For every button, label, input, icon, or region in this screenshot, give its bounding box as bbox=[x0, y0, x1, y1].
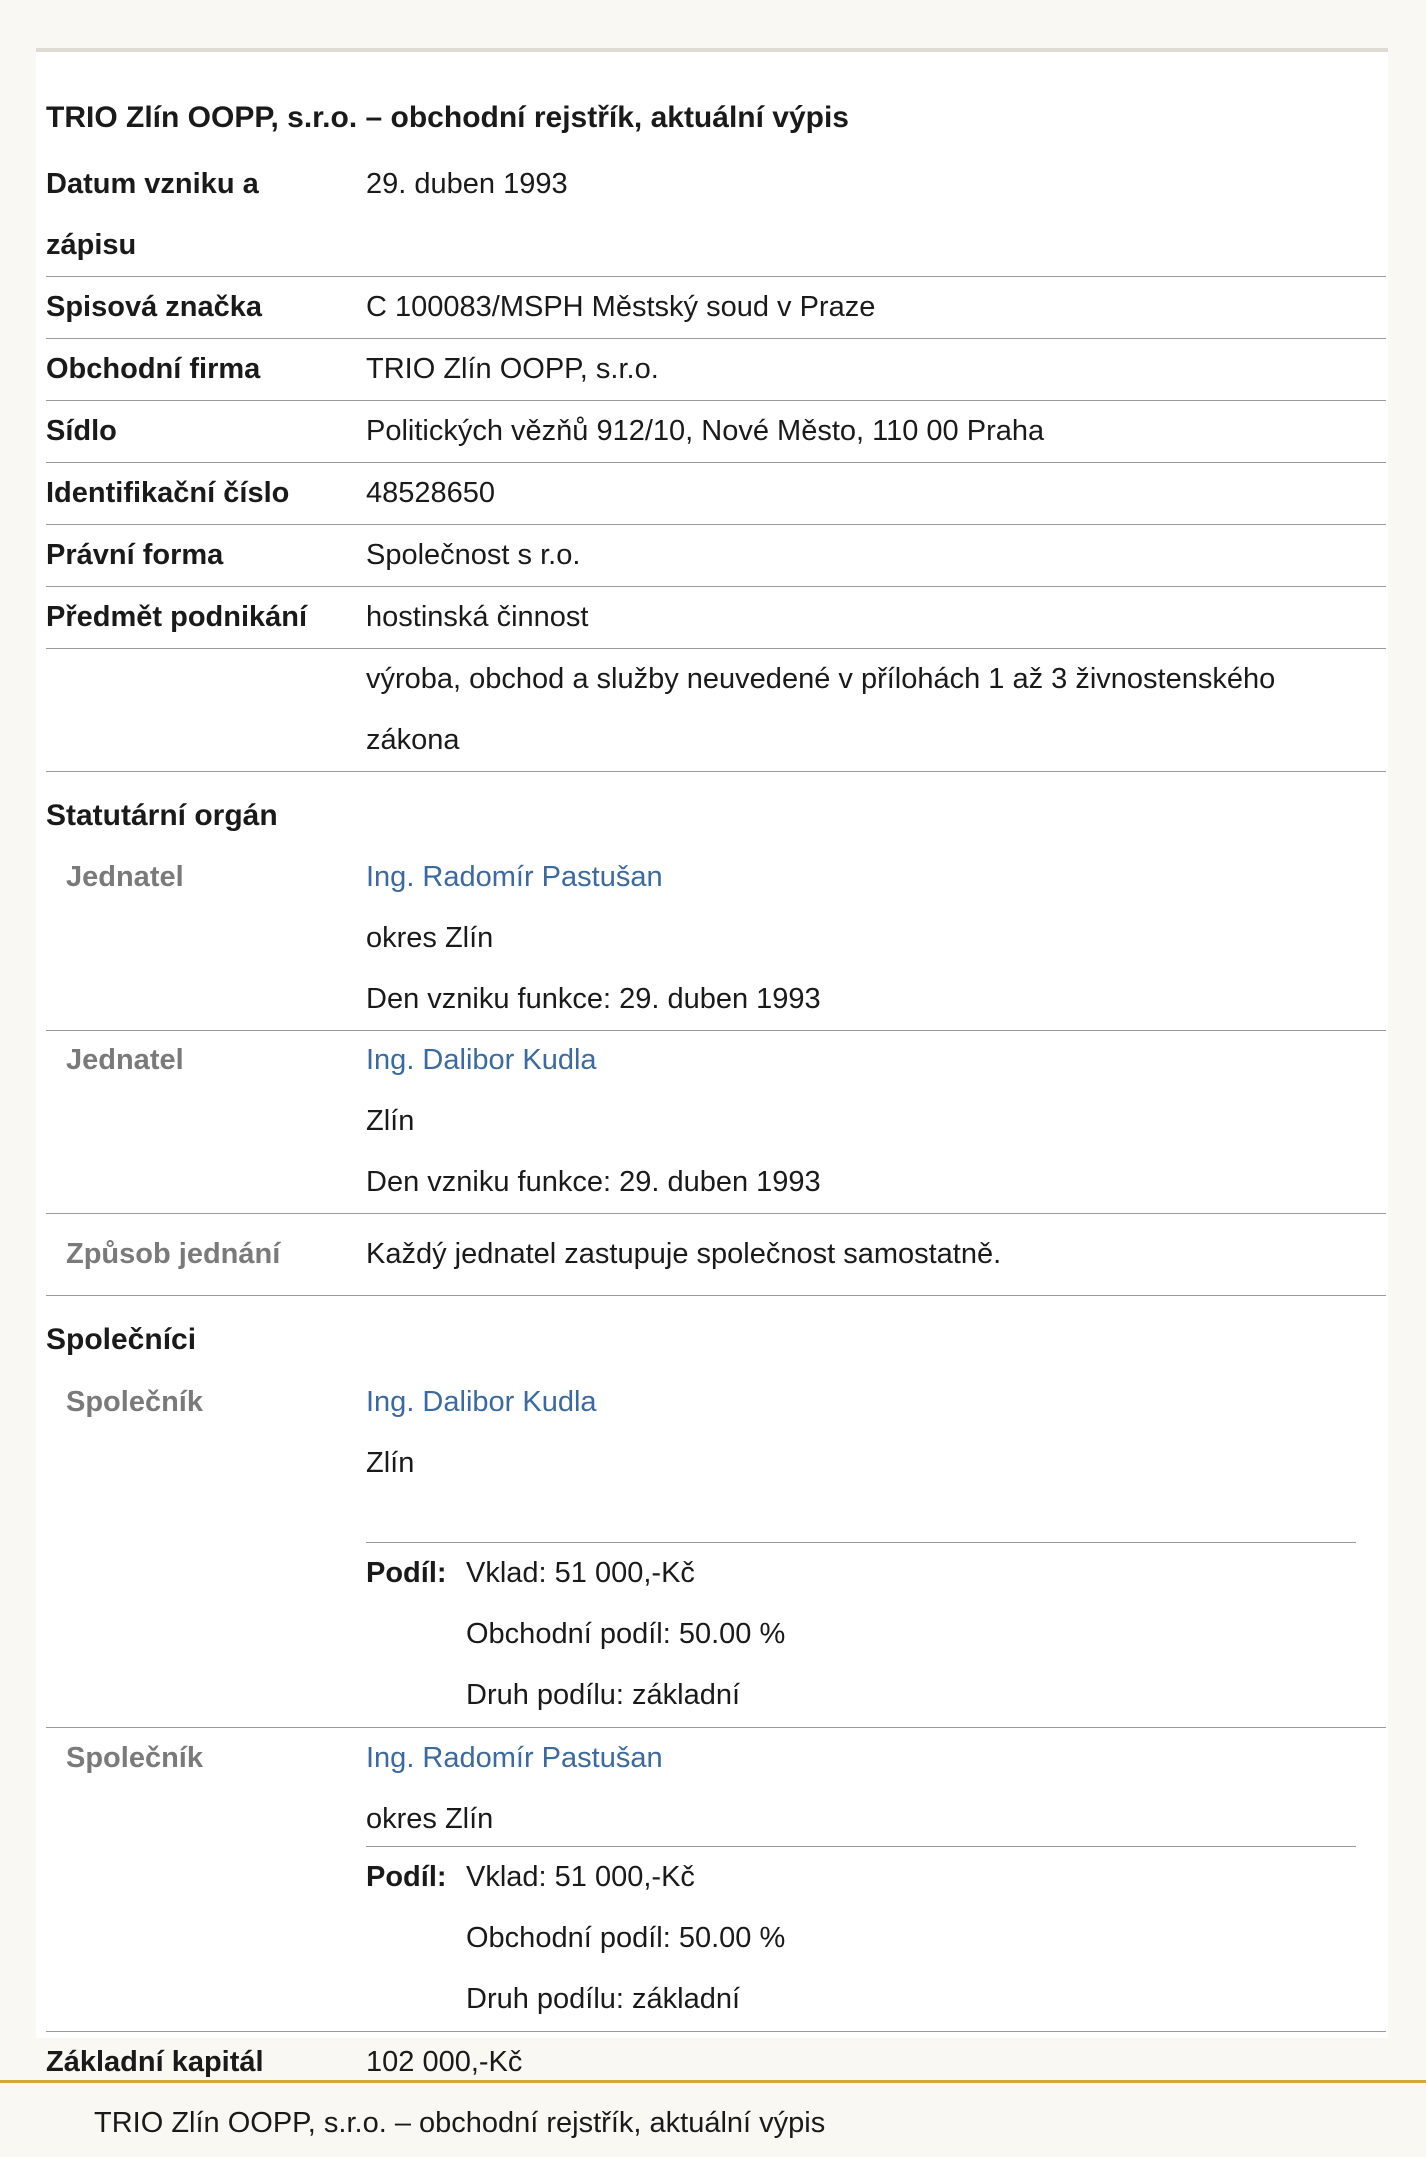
page-title: TRIO Zlín OOPP, s.r.o. – obchodní rejstřík, aktuální výpis bbox=[46, 101, 849, 134]
spolecnik-2-podil bbox=[366, 1846, 1356, 2030]
spolecnik-2-name-link[interactable]: Ing. Radomír Pastušan bbox=[366, 1742, 663, 1774]
jednatel-2-place: Zlín bbox=[366, 1105, 415, 1137]
row-identifikacni-cislo bbox=[46, 463, 1386, 525]
jednatel-1-name-link[interactable]: Ing. Radomír Pastušan bbox=[366, 861, 663, 893]
value-jednatel-2 bbox=[366, 1030, 1376, 1213]
jednatel-2-since: Den vzniku funkce: 29. duben 1993 bbox=[366, 1166, 821, 1198]
spolecnik-1-vklad: Vklad: 51 000,-Kč bbox=[466, 1557, 695, 1589]
row-pravni-forma bbox=[46, 525, 1386, 587]
jednatel-2 bbox=[46, 1030, 1386, 1214]
footer-text: TRIO Zlín OOPP, s.r.o. – obchodní rejstřík, aktuální výpis bbox=[94, 2107, 826, 2139]
value-obchodni-firma: TRIO Zlín OOPP, s.r.o. bbox=[366, 353, 659, 385]
section-statutarni-organ: Statutární orgán bbox=[46, 799, 278, 832]
jednatel-1 bbox=[46, 847, 1386, 1031]
label-zpusob-jednani: Způsob jednání bbox=[66, 1238, 281, 1270]
label-spisova-znacka: Spisová značka bbox=[46, 291, 262, 323]
label-datum-line1: Datum vzniku a bbox=[46, 168, 259, 200]
label-predmet-podnikani: Předmět podnikání bbox=[46, 601, 308, 633]
spolecnik-2-obchodni-podil: Obchodní podíl: 50.00 % bbox=[466, 1922, 786, 1954]
spolecnik-1 bbox=[46, 1372, 1386, 1728]
row-spisova-znacka bbox=[46, 277, 1386, 339]
value-predmet-2 bbox=[366, 649, 1376, 771]
row-zpusob-jednani bbox=[46, 1214, 1386, 1296]
label-jednatel-2: Jednatel bbox=[66, 1044, 184, 1076]
spolecnik-2-podil-values bbox=[466, 1847, 785, 2030]
value-zpusob-jednani: Každý jednatel zastupuje společnost samostatně. bbox=[366, 1238, 1002, 1270]
value-spolecnik-2 bbox=[366, 1728, 1376, 1850]
label-jednatel-1: Jednatel bbox=[66, 861, 184, 893]
spolecnik-1-name-link[interactable]: Ing. Dalibor Kudla bbox=[366, 1386, 597, 1418]
value-datum-vzniku: 29. duben 1993 bbox=[366, 168, 568, 200]
label-datum-line2: zápisu bbox=[46, 229, 137, 261]
value-predmet-1: hostinská činnost bbox=[366, 601, 589, 633]
label-spolecnik-2: Společník bbox=[66, 1742, 203, 1774]
label-pravni-forma: Právní forma bbox=[46, 539, 224, 571]
row-datum-vzniku bbox=[46, 154, 1386, 277]
value-spolecnik-1 bbox=[366, 1372, 1376, 1494]
registry-card bbox=[36, 48, 1388, 2078]
row-predmet-podnikani-2 bbox=[46, 649, 1386, 772]
value-predmet-2-line2: zákona bbox=[366, 724, 460, 756]
value-sidlo: Politických vězňů 912/10, Nové Město, 110 00 Praha bbox=[366, 415, 1045, 447]
footer bbox=[0, 2080, 1426, 2157]
spolecnik-1-place: Zlín bbox=[366, 1447, 415, 1479]
label-spolecnik-1: Společník bbox=[66, 1386, 203, 1418]
spolecnik-2-vklad: Vklad: 51 000,-Kč bbox=[466, 1861, 695, 1893]
jednatel-1-place: okres Zlín bbox=[366, 922, 494, 954]
value-predmet-2-line1: výroba, obchod a služby neuvedené v přílohách 1 až 3 živnostenského bbox=[366, 663, 1276, 695]
value-jednatel-1 bbox=[366, 847, 1376, 1030]
spolecnik-1-podil-label: Podíl: bbox=[366, 1557, 447, 1589]
spolecnik-1-obchodni-podil: Obchodní podíl: 50.00 % bbox=[466, 1618, 786, 1650]
value-identifikacni-cislo: 48528650 bbox=[366, 477, 496, 509]
spolecnik-2-place: okres Zlín bbox=[366, 1803, 494, 1835]
section-spolecnici: Společníci bbox=[46, 1323, 197, 1356]
jednatel-2-name-link[interactable]: Ing. Dalibor Kudla bbox=[366, 1044, 597, 1076]
label-sidlo: Sídlo bbox=[46, 415, 117, 447]
row-obchodni-firma bbox=[46, 339, 1386, 401]
label-obchodni-firma: Obchodní firma bbox=[46, 353, 261, 385]
spolecnik-2-druh-podilu: Druh podílu: základní bbox=[466, 1983, 741, 2015]
spolecnik-1-podil bbox=[366, 1542, 1356, 1726]
label-datum-vzniku bbox=[46, 154, 346, 276]
value-spisova-znacka: C 100083/MSPH Městský soud v Praze bbox=[366, 291, 876, 323]
spolecnik-1-druh-podilu: Druh podílu: základní bbox=[466, 1679, 741, 1711]
row-predmet-podnikani bbox=[46, 587, 1386, 649]
value-pravni-forma: Společnost s r.o. bbox=[366, 539, 581, 571]
label-identifikacni-cislo: Identifikační číslo bbox=[46, 477, 290, 509]
jednatel-1-since: Den vzniku funkce: 29. duben 1993 bbox=[366, 983, 821, 1015]
spolecnik-2 bbox=[46, 1728, 1386, 2032]
row-sidlo bbox=[46, 401, 1386, 463]
label-zakladni-kapital: Základní kapitál bbox=[46, 2046, 264, 2078]
spolecnik-1-podil-values bbox=[466, 1543, 785, 1726]
value-zakladni-kapital: 102 000,-Kč bbox=[366, 2046, 523, 2078]
spolecnik-2-podil-label: Podíl: bbox=[366, 1861, 447, 1893]
